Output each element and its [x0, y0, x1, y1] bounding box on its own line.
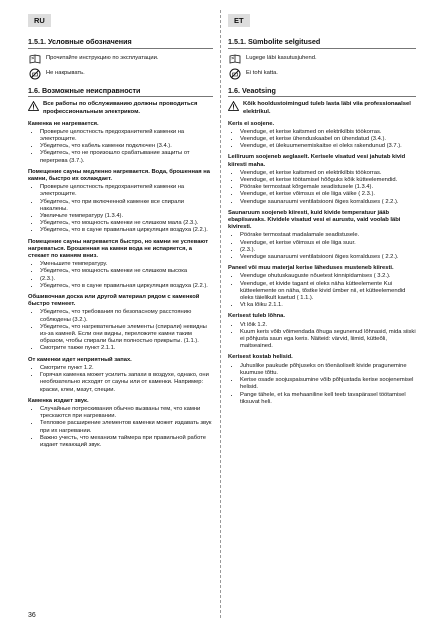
warning-block	[228, 101, 416, 115]
solution-item: • Veenduge ohutuskauguste nõuetest kinnipidamises ( 3.2.).	[240, 273, 416, 280]
divider-line	[28, 48, 213, 49]
language-tag-et: ET	[228, 14, 250, 27]
language-tag-ru: RU	[28, 14, 51, 27]
divider-line	[228, 48, 416, 49]
problem-heading: Каменка издает звук.	[28, 397, 89, 404]
solution-item: • Уменьшите температуру.	[40, 261, 213, 268]
solution-item: • Veenduge, et kerise ühenduskaabel on ühendatud (3.4.).	[240, 136, 416, 143]
problem-heading: Saunaruum soojeneb kiiresti, kuid kivide temperatuur jääb ebapiisavaks. Kividele visatud vesi ei aurustu, vaid voolab läbi kivirestі.	[228, 209, 401, 231]
solution-item: • (2.3.).	[40, 276, 213, 283]
problem-heading: Leiliruum soojeneb aeglaselt. Kerisele visatud vesi jahutab kivid kiiresti maha.	[228, 154, 406, 168]
divider-line	[28, 96, 213, 97]
solution-item: • Vt ka lõiku 2.1.1.	[240, 302, 416, 309]
solution-item: • Убедитесь, что мощность каменки не слишком высока	[40, 268, 213, 275]
solution-list	[28, 184, 213, 234]
no-cover-icon	[228, 68, 241, 79]
solution-list	[28, 261, 213, 290]
solution-item: • Kuum keris võib võimendada õhuga segunenud lõhnasid, mida siiski ei põhjusta saun ega keris. Näiteid: värvid, liimid, kütteõli, maitseained.	[240, 329, 416, 351]
solution-item: • (2.3.).	[240, 247, 416, 254]
solution-list	[28, 365, 213, 394]
solution-item: • Pöörake termostaat madalamale seadistusele.	[240, 232, 416, 239]
solution-item: • Проверьте целостность предохранителей каменки на электрощите.	[40, 184, 213, 198]
solution-item: • Смотрите также пункт 2.1.1.	[40, 345, 213, 352]
solution-item: • Горячая каменка может усилить запахи в воздухе, однако, они необязательно исходят от сауны или от каменки. Например: краски, клеи, мазут, специи.	[40, 372, 213, 394]
symbol-row	[28, 53, 213, 64]
symbol-label: Прочитайте инструкцию по эксплуатации.	[46, 55, 159, 62]
solution-list	[228, 232, 416, 261]
problem-heading: От каменки идет неприятный запах.	[28, 356, 132, 363]
symbol-label: Ei tohi katta.	[246, 70, 278, 77]
solution-item: • Тепловое расширение элементов каменки может издавать звук при их нагревании.	[40, 420, 213, 434]
solution-item: • Убедитесь, что кабель каменки подключен (3.4.).	[40, 143, 213, 150]
solution-list	[228, 170, 416, 206]
symbol-label: Lugege läbi kasutusjuhend.	[246, 55, 317, 62]
solution-item: • Veenduge, et kerise töötamisel hõõguks kõik kütteelemendid.	[240, 177, 416, 184]
problem-heading: Помещение сауны нагревается быстро, но камни не успевают нагреваться. Брошенная на камни вода не испаряется, а стекает по камням вниз.	[28, 238, 209, 260]
solution-item: • Veenduge saunaruumi ventilatsiooni õiges korralduses ( 2.2.).	[240, 199, 416, 206]
solution-item: • Убедитесь, что мощность каменки не слишком мала (2.3.).	[40, 220, 213, 227]
divider-line	[228, 96, 416, 97]
solution-item: • Veenduge, et kerise kaitsmed on elektrikilbis töökorras.	[240, 129, 416, 136]
troubleshooting-title: 1.6. Возможные неисправности	[28, 86, 141, 96]
problem-heading: Обшивочная доска или другой материал рядом с каменкой быстро темнеет.	[28, 294, 200, 308]
no-cover-icon	[28, 68, 41, 79]
solution-item: • Проверьте целостность предохранителей каменки на электрощите.	[40, 129, 213, 143]
solution-item: • Важно учесть, что механизм таймера при правильной работе издает тикающий звук.	[40, 435, 213, 449]
solution-item: • Убедитесь, что нагревательные элементы (спирали) невидны из-за камней. Если они видны, переложите камни таким образом, чтобы спирали были полностью прикрыты. (1.1.).	[40, 324, 213, 346]
solution-item: • Vt lõik 1.2.	[240, 322, 416, 329]
solution-list	[228, 363, 416, 406]
warning-block	[28, 101, 213, 115]
page-number: 36	[28, 612, 36, 619]
column-et	[228, 38, 416, 406]
solution-list	[28, 129, 213, 165]
solution-list	[228, 129, 416, 151]
solution-list	[228, 273, 416, 309]
solution-item: • Убедитесь, что в сауне правильная циркуляция воздуха (2.2.).	[40, 227, 213, 234]
section-title: 1.5.1. Условные обозначения	[28, 37, 132, 46]
solution-item: • Veenduge saunaruumi ventilatsiooni õiges korralduses ( 2.2.).	[240, 254, 416, 261]
book-icon	[228, 53, 241, 64]
solution-list	[28, 406, 213, 449]
symbol-label: Не накрывать.	[46, 70, 85, 77]
solution-item: • Убедитесь, что при включенной каменке все спирали накалены.	[40, 199, 213, 213]
solution-item: • Увеличьте температуру (1.3.4).	[40, 213, 213, 220]
warning-text: Kõik hooldustoimingud tuleb lasta läbi viia professionaalsel elektrikul.	[243, 101, 411, 115]
problem-heading: Paneel või muu materjal kerise läheduses musteneb kiiresti.	[228, 265, 394, 272]
solution-item: • Pöörake termostaat kõrgemale seadistusele (1.3.4).	[240, 184, 416, 191]
solution-item: • Убедитесь, что требования по безопасному расстоянию соблюдены (3.2.).	[40, 309, 213, 323]
solution-item: • Veenduge, et kivide tagant ei oleks näha kütteelemente Kui kütteelemente on näha, tõstke kivid ümber nii, et kütteelemendid oleks täielikult kaetud ( 1.1.).	[240, 281, 416, 303]
problem-heading: Kerisest tuleb lõhna.	[228, 313, 286, 320]
solution-item: • Juhuslike paukude põhjuseks on tõenäoliselt kivide praguneminе kuumuse tõttu.	[240, 363, 416, 377]
symbol-row	[28, 68, 213, 79]
warning-icon	[28, 101, 39, 115]
solution-item: • Veenduge, et kerise võimsus ei ole liiga suur.	[240, 240, 416, 247]
solution-item: • Veenduge, et kerise kaitsmed on elektrikilbis töökorras.	[240, 170, 416, 177]
solution-item: • Veenduge, et ülekuumenemiskaitse ei oleks rakendunud (3.7.).	[240, 143, 416, 150]
solution-item: • Смотрите пункт 1.2.	[40, 365, 213, 372]
warning-text: Все работы по обслуживанию должны проводиться профессиональным электриком.	[43, 101, 198, 115]
solution-item: • Kerise osade soojuspaisumine võib põhjustada kerise soojenemisel helisid.	[240, 377, 416, 391]
troubleshooting-title: 1.6. Veaotsing	[228, 86, 276, 96]
solution-list	[28, 309, 213, 352]
solution-list	[228, 322, 416, 351]
column-ru	[28, 38, 213, 449]
symbol-row	[228, 53, 416, 64]
problem-heading: Keris ei soojene.	[228, 120, 275, 127]
solution-item: • Убедитесь, что в сауне правильная циркуляция воздуха (2.2.).	[40, 283, 213, 290]
problem-heading: Помещение сауны медленно нагревается. Вода, брошенная на камни, быстро их охлаждает.	[28, 168, 210, 183]
column-divider	[220, 10, 221, 618]
solution-item: • Убедитесь, что не произошло срабатывание защиты от перегрева (3.7.).	[40, 150, 213, 164]
symbol-row	[228, 68, 416, 79]
warning-icon	[228, 101, 239, 115]
solution-item: • Veenduge, et kerise võimsus ei ole liiga väike ( 2.3.).	[240, 191, 416, 198]
solution-item: • Случайные потрескивания обычно вызваны тем, что камни трескаются при нагревании.	[40, 406, 213, 420]
book-icon	[28, 53, 41, 64]
solution-item: • Pange tähele, et ka mehaaniline kell teeb tavapärasel töötamisel tiksuvat heli.	[240, 392, 416, 406]
problem-heading: Каменка не нагревается.	[28, 120, 99, 127]
section-title: 1.5.1. Sümbolite selgitused	[228, 37, 321, 46]
problem-heading: Kerisest kostab helisid.	[228, 354, 293, 361]
